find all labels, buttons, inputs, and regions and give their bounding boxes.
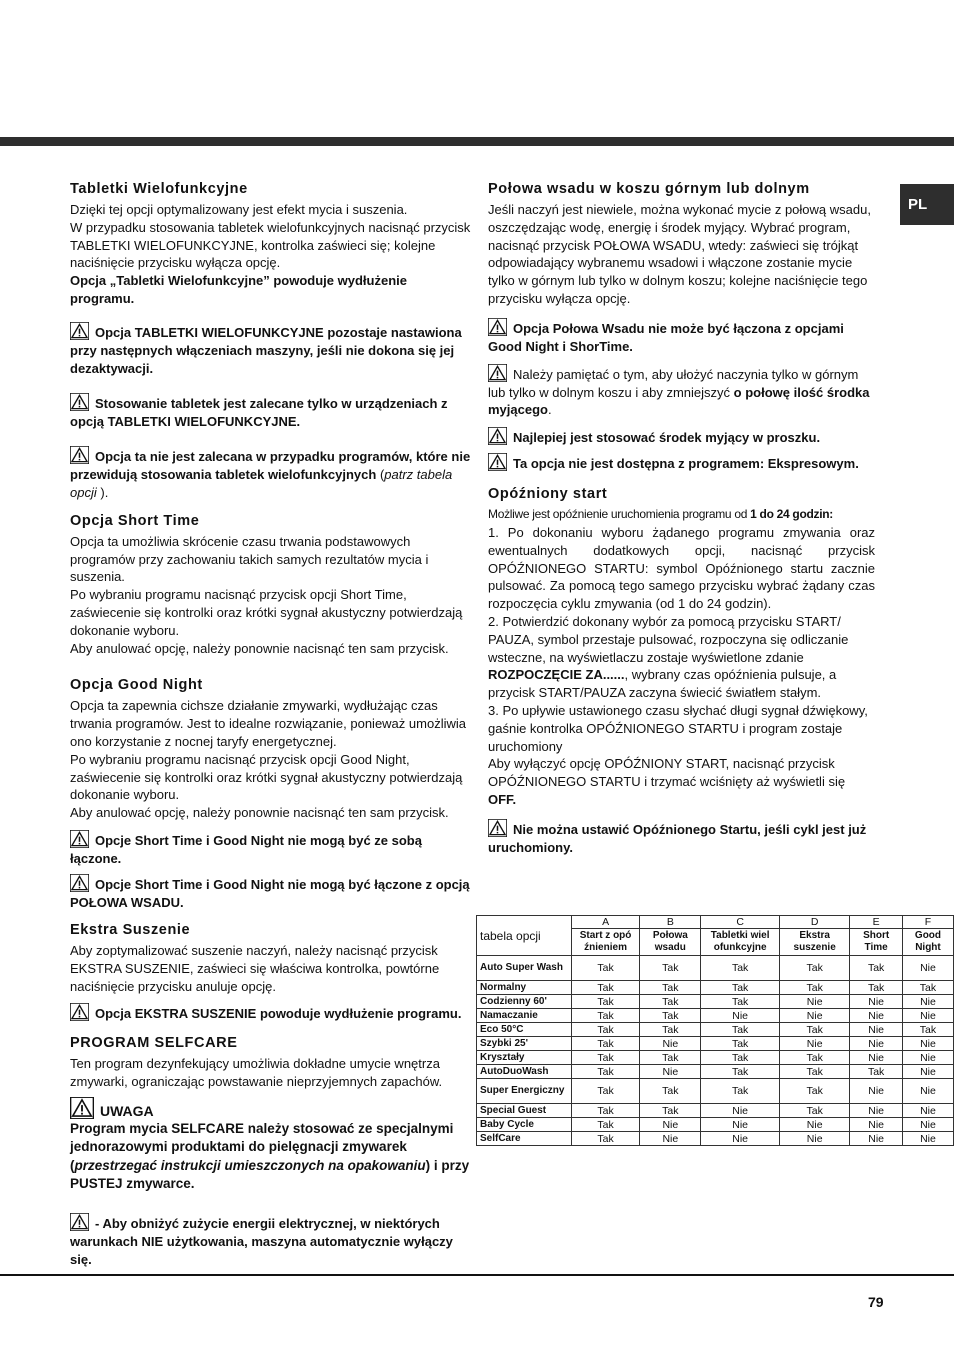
option-availability: Tak	[780, 956, 850, 981]
option-availability: Tak	[571, 1118, 640, 1132]
warning-note: Należy pamiętać o tym, aby ułożyć naczynia tylko w górnym lub tylko w dolnym koszu i aby zmniejszyć o połowę ilość środka myjącego.	[488, 364, 875, 419]
program-name: SelfCare	[477, 1132, 572, 1146]
section-title-short-time: Opcja Short Time	[70, 512, 200, 529]
paragraph: 2. Potwierdzić dokonany wybór za pomocą przycisku START/ PAUZA, symbol przestaje pulsować, rozpoczyna się odliczanie wsteczne, na wyświetlaczu zostaje wyświetlone zdanie ROZPOCZĘCIE ZA......, wybrany czas opóźnienia pulsuje, a przycisk START/PAUZA zaczyna świecić światłem stałym.	[488, 613, 849, 701]
table-column-letter: D	[780, 916, 850, 929]
right-column	[488, 180, 875, 857]
option-availability: Tak	[780, 1023, 850, 1037]
warning-icon	[488, 427, 507, 445]
language-tab: PL	[900, 184, 954, 225]
table-row	[477, 1132, 954, 1146]
warning-icon	[70, 830, 89, 848]
table-column-header: Tabletki wiel ofunkcyjne	[701, 929, 780, 956]
paragraph: 1. Po dokonaniu wyboru żądanego programu zmywania oraz ewentualnych dodatkowych opcji, nacisnąć przycisk OPÓŹNIONEGO STARTU: symbol Opóźnionego startu zacznie pulsować. Za pomocą tego samego przycisku wybrać żądany czas rozpoczęcia cyklu zmywania (od 1 do 24 godzin).	[488, 524, 875, 612]
option-availability: Nie	[850, 1118, 903, 1132]
warning-note: Opcje Short Time i Good Night nie mogą być łączone z opcją POŁOWA WSADU.	[70, 874, 472, 912]
warning-icon	[488, 318, 507, 336]
warning-note: Opcja TABLETKI WIELOFUNKCYJNE pozostaje nastawiona przy następnych włączeniach maszyny, jeśli nie dokona się jej dezaktywacji.	[70, 322, 472, 378]
table-row	[477, 1079, 954, 1104]
option-availability: Tak	[780, 1079, 850, 1104]
option-availability: Nie	[701, 1132, 780, 1146]
option-availability: Tak	[780, 1065, 850, 1079]
section-title-half-load: Połowa wsadu w koszu górnym lub dolnym	[488, 181, 810, 197]
option-availability: Tak	[780, 1104, 850, 1118]
warning-icon	[488, 453, 507, 471]
warning-note: Opcja EKSTRA SUSZENIE powoduje wydłużenie programu.	[70, 1003, 472, 1023]
table-column-letter: A	[571, 916, 640, 929]
option-availability: Tak	[640, 981, 701, 995]
option-availability: Nie	[640, 1118, 701, 1132]
option-availability: Tak	[571, 1009, 640, 1023]
warning-note: Ta opcja nie jest dostępna z programem: Ekspresowym.	[488, 453, 875, 473]
warning-note: Najlepiej jest stosować środek myjący w proszku.	[488, 427, 875, 447]
table-row	[477, 1023, 954, 1037]
warning-icon	[70, 1213, 89, 1231]
paragraph: Aby anulować opcję, należy ponownie nacisnąć ten sam przycisk.	[70, 805, 449, 821]
table-row	[477, 1009, 954, 1023]
paragraph: Dzięki tej opcji optymalizowany jest efekt mycia i suszenia.	[70, 202, 408, 217]
option-availability: Nie	[640, 1037, 701, 1051]
table-column-header: Start z opó źnieniem	[571, 929, 640, 956]
paragraph: Opcja ta zapewnia cichsze działanie zmywarki, wydłużając czas trwania programów. Jest to idealne rozwiązanie, ponieważ umożliwia ono korzystanie z nocnej taryfy energetycznej.	[70, 698, 466, 749]
option-availability: Tak	[571, 1037, 640, 1051]
option-availability: Tak	[850, 1065, 903, 1079]
option-availability: Tak	[850, 956, 903, 981]
warning-note: Opcja ta nie jest zalecana w przypadku programów, które nie przewidują stosowania tabletek wielofunkcyjnych (patrz tabela opcji ).	[70, 446, 472, 502]
warning-heading: UWAGA	[70, 1097, 472, 1120]
warning-icon	[70, 1003, 89, 1021]
program-name: Codzienny 60'	[477, 995, 572, 1009]
option-availability: Tak	[640, 1009, 701, 1023]
table-column-letter: B	[640, 916, 701, 929]
warning-note: Stosowanie tabletek jest zalecane tylko w urządzeniach z opcją TABLETKI WIELOFUNKCYJNE.	[70, 393, 472, 431]
options-table	[476, 915, 954, 1146]
table-row	[477, 981, 954, 995]
option-availability: Nie	[850, 1037, 903, 1051]
option-availability: Nie	[902, 1079, 953, 1104]
option-availability: Tak	[701, 1023, 780, 1037]
option-availability: Tak	[701, 1037, 780, 1051]
option-availability: Nie	[902, 995, 953, 1009]
program-name: Special Guest	[477, 1104, 572, 1118]
warning-icon	[70, 322, 89, 340]
option-availability: Tak	[640, 956, 701, 981]
option-availability: Nie	[850, 1009, 903, 1023]
option-availability: Nie	[902, 956, 953, 981]
option-availability: Tak	[571, 1065, 640, 1079]
option-availability: Tak	[701, 981, 780, 995]
table-row	[477, 1051, 954, 1065]
table-column-header: Good Night	[902, 929, 953, 956]
warning-icon	[488, 819, 507, 837]
option-availability: Tak	[640, 995, 701, 1009]
section-title-good-night: Opcja Good Night	[70, 677, 203, 694]
option-availability: Tak	[640, 1023, 701, 1037]
paragraph: Ten program dezynfekujący umożliwia dokładne umycie wnętrza zmywarki, ograniczając powstawanie nieprzyjemnych zapachów.	[70, 1056, 443, 1090]
left-column	[70, 180, 472, 1269]
option-availability: Nie	[850, 1051, 903, 1065]
option-availability: Tak	[571, 1023, 640, 1037]
option-availability: Nie	[780, 1037, 850, 1051]
option-availability: Tak	[640, 1079, 701, 1104]
table-row	[477, 995, 954, 1009]
program-name: Baby Cycle	[477, 1118, 572, 1132]
paragraph: W przypadku stosowania tabletek wielofunkcyjnych nacisnąć przycisk TABLETKI WIELOFUNKCYJNE, kontrolka zaświeci się; kolejne naciśnięcie przycisku wyłącza opcję.	[70, 219, 471, 271]
option-availability: Tak	[701, 1051, 780, 1065]
option-availability: Nie	[850, 1132, 903, 1146]
option-availability: Nie	[850, 1079, 903, 1104]
paragraph: Opcja „Tabletki Wielofunkcyjne” powoduje wydłużenie programu.	[70, 273, 407, 306]
option-availability: Tak	[701, 956, 780, 981]
option-availability: Nie	[902, 1051, 953, 1065]
warning-note: Nie można ustawić Opóźnionego Startu, jeśli cykl jest już uruchomiony.	[488, 819, 875, 857]
option-availability: Nie	[640, 1132, 701, 1146]
option-availability: Tak	[780, 1051, 850, 1065]
program-name: AutoDuoWash	[477, 1065, 572, 1079]
option-availability: Nie	[902, 1009, 953, 1023]
option-availability: Tak	[902, 1023, 953, 1037]
option-availability: Tak	[780, 981, 850, 995]
program-name: Eco 50°C	[477, 1023, 572, 1037]
option-availability: Nie	[701, 1009, 780, 1023]
option-availability: Nie	[850, 1023, 903, 1037]
option-availability: Nie	[850, 1104, 903, 1118]
option-availability: Nie	[902, 1037, 953, 1051]
option-availability: Nie	[701, 1118, 780, 1132]
warning-icon	[70, 1097, 94, 1119]
section-title-delayed-start: Opóźniony start	[488, 486, 608, 503]
option-availability: Nie	[902, 1065, 953, 1079]
option-availability: Nie	[780, 1009, 850, 1023]
paragraph: Aby zoptymalizować suszenie naczyń, należy nacisnąć przycisk EKSTRA SUSZENIE, zaświeci się właściwa kontrolka, powtórne naciśnięcie przycisku anuluje opcję.	[70, 942, 440, 994]
paragraph: Opcja ta umożliwia skrócenie czasu trwania podstawowych programów przy zachowaniu takich samych rezultatów mycia i suszenia.	[70, 533, 429, 585]
option-availability: Tak	[640, 1051, 701, 1065]
table-column-letter: E	[850, 916, 903, 929]
option-availability: Tak	[571, 956, 640, 981]
warning-icon	[70, 874, 89, 892]
option-availability: Nie	[902, 1104, 953, 1118]
table-row	[477, 1037, 954, 1051]
paragraph: Aby anulować opcję, należy ponownie nacisnąć ten sam przycisk.	[70, 640, 449, 656]
program-name: Szybki 25'	[477, 1037, 572, 1051]
option-availability: Tak	[571, 1079, 640, 1104]
program-name: Namaczanie	[477, 1009, 572, 1023]
option-availability: Tak	[701, 1065, 780, 1079]
warning-note: Opcja Połowa Wsadu nie może być łączona z opcjami Good Night i ShorTime.	[488, 318, 875, 356]
table-row	[477, 1104, 954, 1118]
warning-icon	[70, 446, 89, 464]
section-title-selfcare: PROGRAM SELFCARE	[70, 1035, 238, 1052]
program-name: Kryształy	[477, 1051, 572, 1065]
table-column-header: Short Time	[850, 929, 903, 956]
program-name: Normalny	[477, 981, 572, 995]
paragraph: Po wybraniu programu nacisnąć przycisk opcji Short Time, zaświecenie się kontrolki oraz krótki sygnał akustyczny potwierdzają dokonanie wyboru.	[70, 587, 463, 638]
program-name: Auto Super Wash	[477, 956, 572, 981]
option-availability: Nie	[780, 1118, 850, 1132]
paragraph: 3. Po upływie ustawionego czasu słychać długi sygnał dźwiękowy, gaśnie kontrolka OPÓŹNIONEGO STARTU i program zostaje uruchomiony	[488, 702, 868, 754]
option-availability: Nie	[780, 995, 850, 1009]
table-column-header: Połowa wsadu	[640, 929, 701, 956]
option-availability: Tak	[902, 981, 953, 995]
option-availability: Tak	[850, 981, 903, 995]
top-bar	[0, 137, 954, 146]
warning-icon	[488, 364, 507, 382]
option-availability: Tak	[571, 1104, 640, 1118]
option-availability: Tak	[571, 1132, 640, 1146]
paragraph: Jeśli naczyń jest niewiele, można wykonać mycie z połową wsadu, oszczędzając wodę, energię i środek myjący. Wybrać program, nacisnąć przycisk POŁOWA WSADU, wtedy: zaświeci się trójkąt odpowiadający wybranemu wsadowi i włączone zostanie mycie tylko w górnym lub tylko w dolnym koszu; kolejne naciśnięcie tego przycisku wyłącza opcję.	[488, 202, 871, 306]
paragraph: Aby wyłączyć opcję OPÓŹNIONY START, nacisnąć przycisk OPÓŹNIONEGO STARTU i trzymać wciśnięty aż wyświetli się OFF.	[488, 756, 846, 807]
paragraph: Po wybraniu programu nacisnąć przycisk opcji Good Night, zaświecenie się kontrolki oraz krótki sygnał akustyczny potwierdzają dokonanie wyboru.	[70, 751, 463, 803]
selfcare-instruction: Program mycia SELFCARE należy stosować ze specjalnymi jednorazowymi produktami do pielęgnacji zmywarek (przestrzegać instrukcji umieszczonych na opakowaniu) i przy PUSTEJ zmywarce.	[70, 1120, 470, 1192]
option-availability: Tak	[701, 995, 780, 1009]
table-column-header: Ekstra suszenie	[780, 929, 850, 956]
table-corner-label: tabela opcji	[477, 916, 572, 956]
option-availability: Nie	[850, 995, 903, 1009]
table-row	[477, 956, 954, 981]
option-availability: Tak	[701, 1079, 780, 1104]
page-number: 79	[868, 1294, 884, 1310]
option-availability: Tak	[640, 1104, 701, 1118]
table-row	[477, 1065, 954, 1079]
table-column-letter: F	[902, 916, 953, 929]
program-name: Super Energiczny	[477, 1079, 572, 1104]
option-availability: Tak	[571, 981, 640, 995]
option-availability: Tak	[571, 1051, 640, 1065]
option-availability: Nie	[701, 1104, 780, 1118]
paragraph: Możliwe jest opóźnienie uruchomienia programu od 1 do 24 godzin:	[488, 507, 833, 522]
option-availability: Nie	[902, 1132, 953, 1146]
option-availability: Tak	[571, 995, 640, 1009]
bottom-rule	[0, 1274, 954, 1276]
table-column-letter: C	[701, 916, 780, 929]
section-title-multitab: Tabletki Wielofunkcyjne	[70, 181, 248, 197]
option-availability: Nie	[902, 1118, 953, 1132]
option-availability: Nie	[640, 1065, 701, 1079]
table-row	[477, 1118, 954, 1132]
warning-note: - Aby obniżyć zużycie energii elektrycznej, w niektórych warunkach NIE użytkowania, maszyna automatycznie wyłączy się.	[70, 1213, 472, 1269]
warning-icon	[70, 393, 89, 411]
section-title-extra-drying: Ekstra Suszenie	[70, 921, 191, 938]
warning-note: Opcje Short Time i Good Night nie mogą być ze sobą łączone.	[70, 830, 472, 868]
option-availability: Nie	[780, 1132, 850, 1146]
